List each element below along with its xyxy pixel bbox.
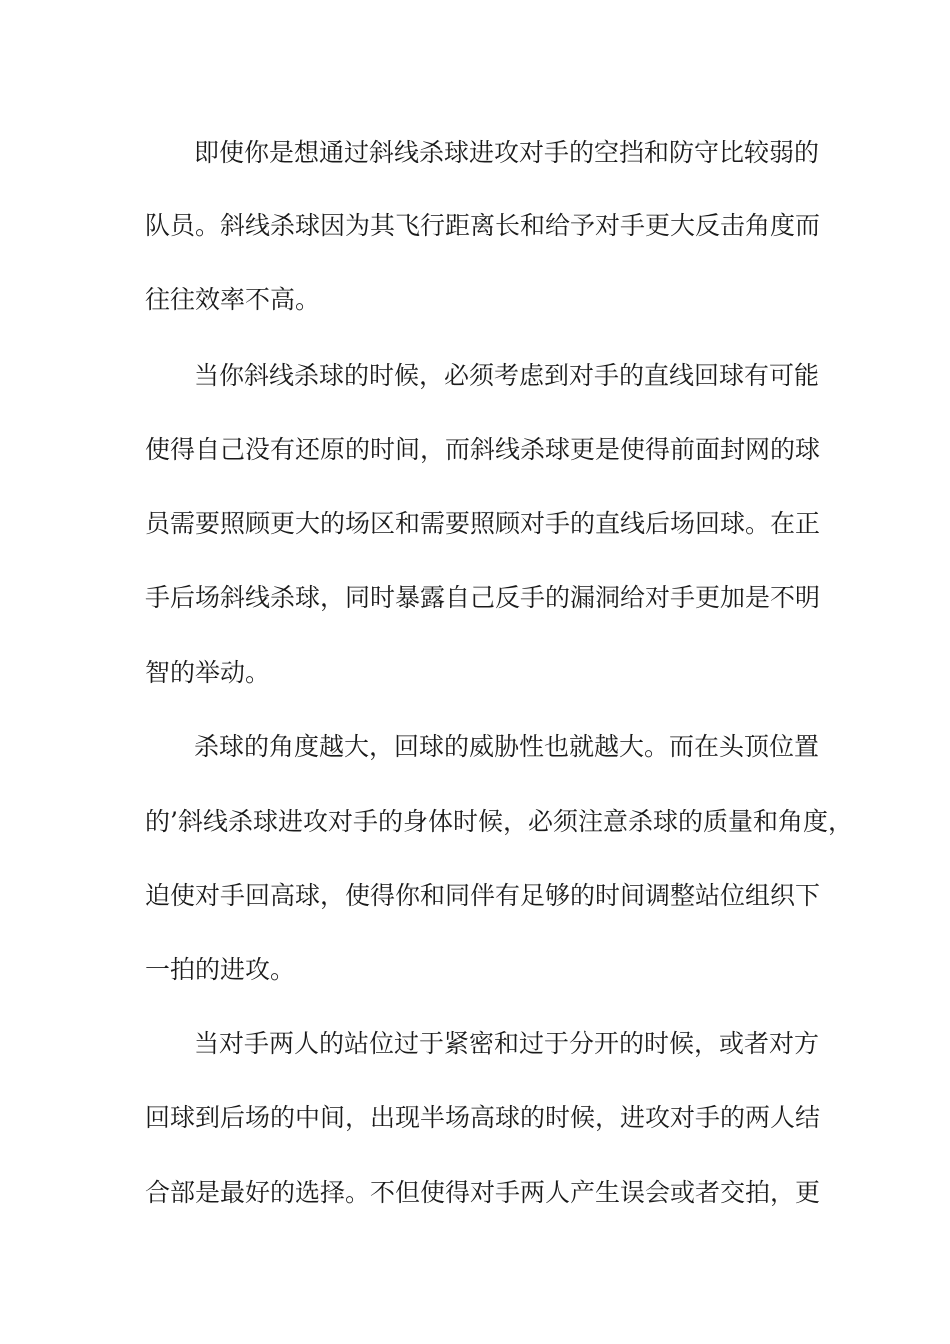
- paragraph-4-line-1: 当对手两人的站位过于紧密和过于分开的时候，或者对方: [194, 1029, 820, 1058]
- paragraph-3-line-2: 的’斜线杀球进攻对手的身体时候，必须注意杀球的质量和角度，: [145, 807, 853, 836]
- paragraph-1-line-2: 队员。斜线杀球因为其飞行距离长和给予对手更大反击角度而: [145, 211, 821, 240]
- paragraph-4-line-2: 回球到后场的中间，出现半场高球的时候，进攻对手的两人结: [145, 1103, 821, 1132]
- paragraph-3-line-3: 迫使对手回高球，使得你和同伴有足够的时间调整站位组织下: [145, 881, 821, 910]
- paragraph-3-line-1: 杀球的角度越大，回球的威胁性也就越大。而在头顶位置: [194, 732, 820, 761]
- paragraph-2-line-2: 使得自己没有还原的时间，而斜线杀球更是使得前面封网的球: [145, 435, 821, 464]
- paragraph-3-line-4: 一拍的进攻。: [145, 955, 296, 984]
- paragraph-2-line-3: 员需要照顾更大的场区和需要照顾对手的直线后场回球。在正: [145, 509, 821, 538]
- paragraph-1-line-3: 往往效率不高。: [145, 285, 321, 314]
- paragraph-1-line-1: 即使你是想通过斜线杀球进攻对手的空挡和防守比较弱的: [194, 138, 820, 167]
- paragraph-4-line-3: 合部是最好的选择。不但使得对手两人产生误会或者交拍，更: [145, 1178, 821, 1207]
- paragraph-2-line-5: 智的举动。: [145, 658, 271, 687]
- paragraph-2-line-1: 当你斜线杀球的时候，必须考虑到对手的直线回球有可能: [194, 361, 820, 390]
- paragraph-2-line-4: 手后场斜线杀球，同时暴露自己反手的漏洞给对手更加是不明: [145, 583, 821, 612]
